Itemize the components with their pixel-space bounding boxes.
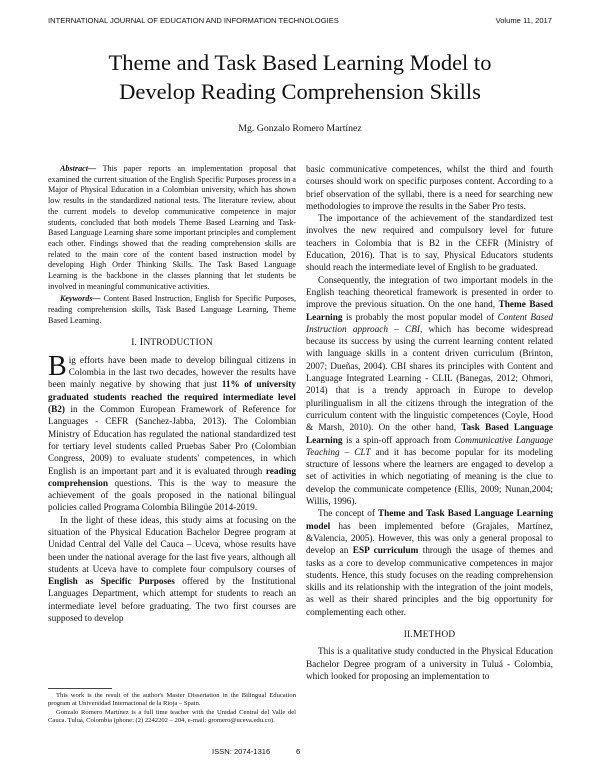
paper-title [40, 48, 560, 106]
intro-text: ig efforts have been made to develop bilingual citizens in Colombia in the last two decades, however the results have been mainly negative by showing that just [48, 355, 296, 391]
intro-emphasis: reading comprehension [48, 466, 296, 489]
body-italic: Communicative Language Teaching – CLT [306, 435, 553, 458]
body-paragraph-3 [306, 275, 553, 509]
section-heading-introduction [48, 336, 296, 349]
running-footer [48, 747, 552, 759]
running-header [48, 16, 552, 28]
right-column [306, 164, 553, 683]
intro-text: in the Common European Framework of Reference for Languages - CEFR (Sanchez-Jabba, 2013). The Colombian Ministry of Education has regulated the national standardized test for tertiary level students called Pruebas Saber Pro (Colombian Congress, 2009) to evaluate students' competences, in which English is an important part and it is evaluated through [48, 405, 296, 477]
body-emphasis: Theme and Task Based Language Learning model [306, 509, 553, 532]
keywords-label: Keywords— [60, 294, 101, 304]
intro-paragraph-2 [48, 515, 296, 626]
abstract-text: This paper reports an implementation proposal that examined the current situation of the English Specific Purposes process in a Major of Physical Education in a Colombian university, which has shown low results in the standardized national tests. The literature review, about the current models to develop communicative competence in major students, concluded that both models Theme Based Learning and Task-Based Language Learning share some important principles and complement each other. Findings showed that the reading comprehension skills are related to the main core of the content based instruction model by developing High Order Thinking Skills. The Task Based Language Learning is the backbone in the classes planning that let students be involved in meaningful communicative activities. [48, 164, 296, 291]
volume-info: Volume 11, 2017 [495, 16, 552, 25]
body-text: is a spin-off approach from [342, 435, 455, 446]
keywords-text: Content Based Instruction, English for Specific Purposes, reading comprehension skills, Task Based Language Learning, Theme Based Learning. [48, 294, 296, 325]
left-column [48, 164, 296, 625]
author-name: Mg. Gonzalo Romero Martínez [238, 123, 362, 134]
issn: ISSN: 2074-1316 [212, 747, 271, 756]
section-rest: ETHOD [422, 629, 456, 640]
body-text: Consequently, the integration of two important models in the English teaching theoretical framework is presented in order to improve the previous situation. On the one hand, [306, 275, 553, 311]
section-number: II. [403, 629, 413, 640]
section-rest: NTRODUCTION [143, 337, 213, 348]
body-emphasis: Task Based Language Learning [306, 423, 553, 446]
body-emphasis: ESP curriculum [352, 546, 419, 557]
intro-text: offered by the Institutional Languages Department, which attempt for students to reach an intermediate level before graduating. The two first courses are supposed to develop [48, 577, 296, 625]
abstract-label: Abstract— [60, 164, 97, 173]
intro-text: questions. This is the way to measure the achievement of the goals proposed in the national bilingual policies called Programa Colombia Bilingüe 2014-2019. [48, 478, 296, 514]
body-paragraph-4 [306, 508, 553, 619]
section-initial: I [139, 335, 144, 348]
intro-paragraph-1 [48, 350, 296, 515]
method-paragraph: This is a qualitative study conducted in the Physical Education Bachelor Degree program of a university in Tuluá - Colombia, which looked for proposing an implementation to [306, 647, 553, 682]
body-emphasis: Theme Based Learning [306, 300, 553, 323]
footnote-1: This work is the result of the author's Master Dissertation in the Bilingual Education program at Universidad Internacional de la Rioja – Spain. [48, 692, 296, 708]
body-text: , which has become widespread because its success by using the current learning content related with language skills in a content driven curriculum (Brinton, 2007; Dueñas, 2004). CBI shares its principles with Content and Language Integrated Learning - CLIL (Banegas, 2012; Ohmori, 2014) that is a trendy approach in Europe to develop plurilingualism in all the citizens through the integration of the curriculum content with the linguistic competences (Coyle, Hood & Marsh, 2010). On the other hand, [306, 324, 553, 434]
body-text: has been implemented before (Grajales, Martínez, &Valencia, 2005). However, this was only a general proposal to develop an [306, 521, 553, 557]
body-italic: Content Based Instruction approach – CBI [306, 312, 553, 335]
body-text: through the usage of themes and tasks as a core to develop communicative competences in major students. Hence, this study focuses on the reading comprehension skills and its relationship with the integration of the joint models, as well as their shared principles and the big opportunity for complementing each other. [306, 546, 554, 618]
body-text: The concept of [318, 509, 378, 520]
intro-emphasis: English as Specific Purposes [48, 577, 175, 588]
body-paragraph-2: The importance of the achievement of the standardized test involves the new required and compulsory level for future teachers in Colombia that is B2 in the CEFR (Ministry of Education, 2016). That is to say, Physical Educators students should reach the intermediate level of English to be graduated. [306, 214, 553, 274]
drop-cap: B [48, 350, 67, 382]
footnote-rule [48, 688, 112, 689]
journal-name: INTERNATIONAL JOURNAL OF EDUCATION AND INFORMATION TECHNOLOGIES [48, 16, 339, 25]
abstract [48, 164, 296, 327]
section-initial: M [412, 627, 423, 640]
section-heading-method [306, 628, 553, 641]
title-line-1: Theme and Task Based Learning Model to [108, 50, 492, 75]
intro-emphasis: 11% of university graduated students reached the required intermediate level (B2) [48, 380, 296, 416]
body-text: and it has become popular for its modeling structure of lessons where the learners are engaged to develop a set of activities in which negotiating of meaning is the clue to develop the communicate competence (Ellis, 2009; Nunan,2004; Willis, 1996). [306, 447, 553, 508]
body-text: is probably the most popular model of [342, 312, 498, 323]
title-line-2: Develop Reading Comprehension Skills [119, 79, 481, 104]
footnote-2: Gonzalo Romero Martínez is a full time teacher with the Unidad Central del Valle del Cauca. Tuluá, Colombia (phone: (2) 2242202 – 204, e-mail: gromero@uceva.edu.co). [48, 708, 296, 724]
page-number: 6 [296, 747, 301, 756]
footnotes [48, 692, 296, 725]
body-paragraph-1: basic communicative competences, whilst the third and fourth courses should work on specific purposes content. According to a brief observation of the syllabi, there is a need for searching new methodologies to improve the results in the Saber Pro tests. [306, 165, 553, 212]
intro-text: In the light of these ideas, this study aims at focusing on the situation of the Physical Education Bachelor Degree program at Unidad Central del Valle del Cauca – Uceva, whose results have been under the national average for the last five years, although all students at Uceva have to complete four compulsory courses of [48, 515, 296, 575]
section-number: I. [131, 337, 140, 348]
